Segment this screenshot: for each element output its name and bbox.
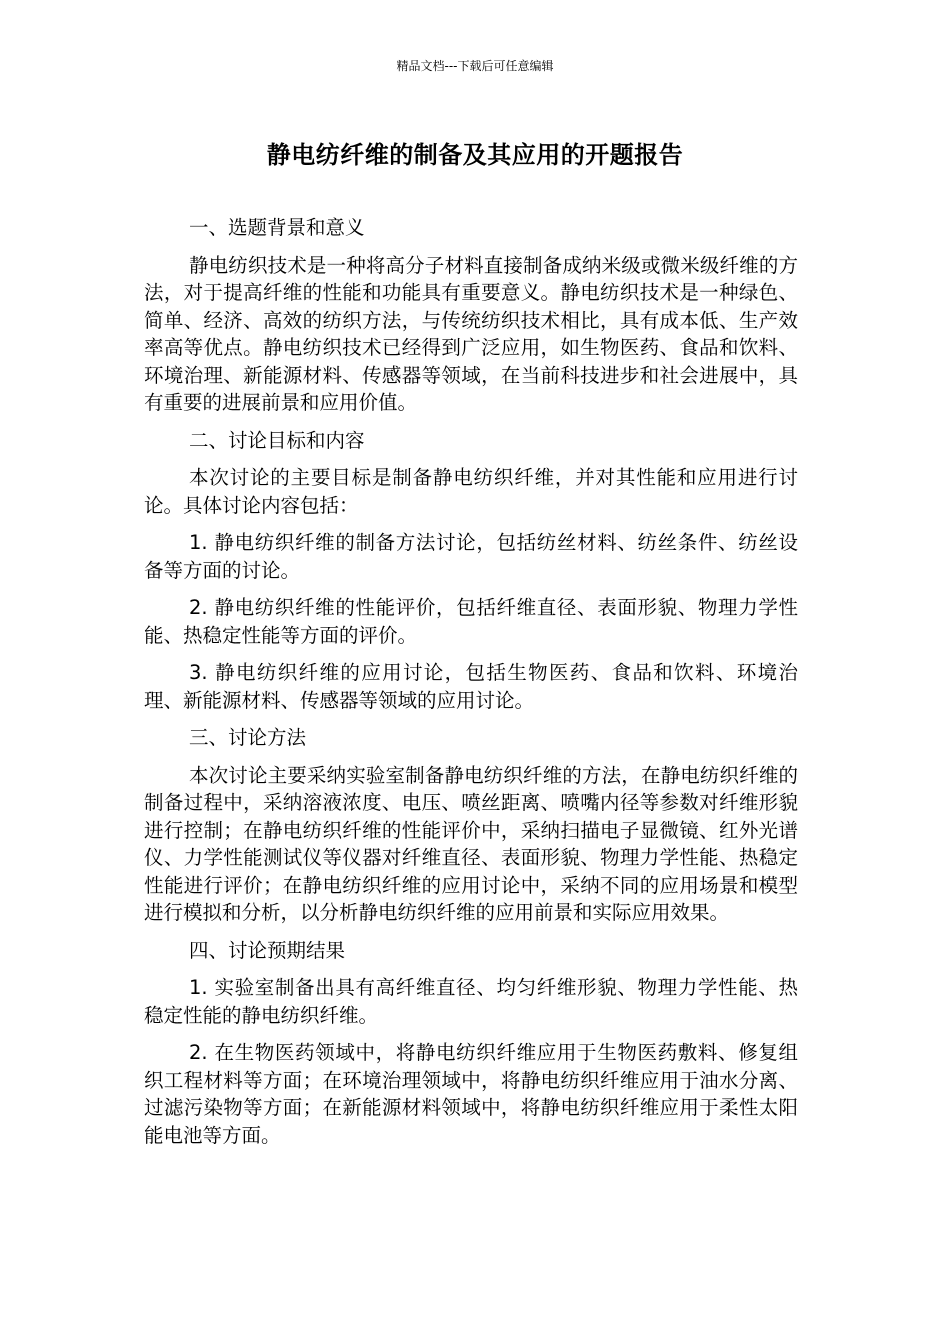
section-heading-methods: 三、讨论方法 [189, 726, 307, 749]
section-heading-objectives: 二、讨论目标和内容 [189, 428, 365, 452]
section-heading-expected-results: 四、讨论预期结果 [189, 938, 346, 962]
list-item-result-2: 2. 在生物医药领域中，将静电纺织纤维应用于生物医药敷料、修复组织工程材料等方面；在环境治理领域中，将静电纺织纤维应用于油水分离、过滤污染物等方面；在新能源材料领域中，将静电纺织纤维应用于柔性太阳能电池等方面。 [144, 1041, 798, 1147]
list-item-result-1: 1. 实验室制备出具有高纤维直径、均匀纤维形貌、物理力学性能、热稳定性能的静电纺织纤维。 [144, 976, 798, 1027]
paragraph-objectives-intro: 本次讨论的主要目标是制备静电纺织纤维，并对其性能和应用进行讨论。具体讨论内容包括： [144, 466, 798, 517]
list-item-objective-3: 3. 静电纺织纤维的应用讨论，包括生物医药、食品和饮料、环境治理、新能源材料、传感器等领域的应用讨论。 [144, 661, 798, 712]
paragraph-background: 静电纺织技术是一种将高分子材料直接制备成纳米级或微米级纤维的方法，对于提高纤维的性能和功能具有重要意义。静电纺织技术是一种绿色、简单、经济、高效的纺织方法，与传统纺织技术相比，具有成本低、生产效率高等优点。静电纺织技术已经得到广泛应用，如生物医药、食品和饮料、环境治理、新能源材料、传感器等领域，在当前科技进步和社会进展中，具有重要的进展前景和应用价值。 [144, 253, 798, 414]
list-item-objective-1: 1. 静电纺织纤维的制备方法讨论，包括纺丝材料、纺丝条件、纺丝设备等方面的讨论。 [144, 531, 798, 582]
header-watermark: 精品文档---下载后可任意编辑 [396, 59, 554, 73]
paragraph-methods: 本次讨论主要采纳实验室制备静电纺织纤维的方法，在静电纺织纤维的制备过程中，采纳溶液浓度、电压、喷丝距离、喷嘴内径等参数对纤维形貌进行控制；在静电纺织纤维的性能评价中，采纳扫描电子显微镜、红外光谱仪、力学性能测试仪等仪器对纤维直径、表面形貌、物理力学性能、热稳定性能进行评价；在静电纺织纤维的应用讨论中，采纳不同的应用场景和模型进行模拟和分析，以分析静电纺织纤维的应用前景和实际应用效果。 [144, 763, 798, 924]
document-body [144, 214, 798, 1159]
section-heading-background: 一、选题背景和意义 [189, 216, 365, 239]
document-title: 静电纺纤维的制备及其应用的开题报告 [266, 141, 684, 169]
list-item-objective-2: 2. 静电纺织纤维的性能评价，包括纤维直径、表面形貌、物理力学性能、热稳定性能等方面的评价。 [144, 596, 798, 647]
